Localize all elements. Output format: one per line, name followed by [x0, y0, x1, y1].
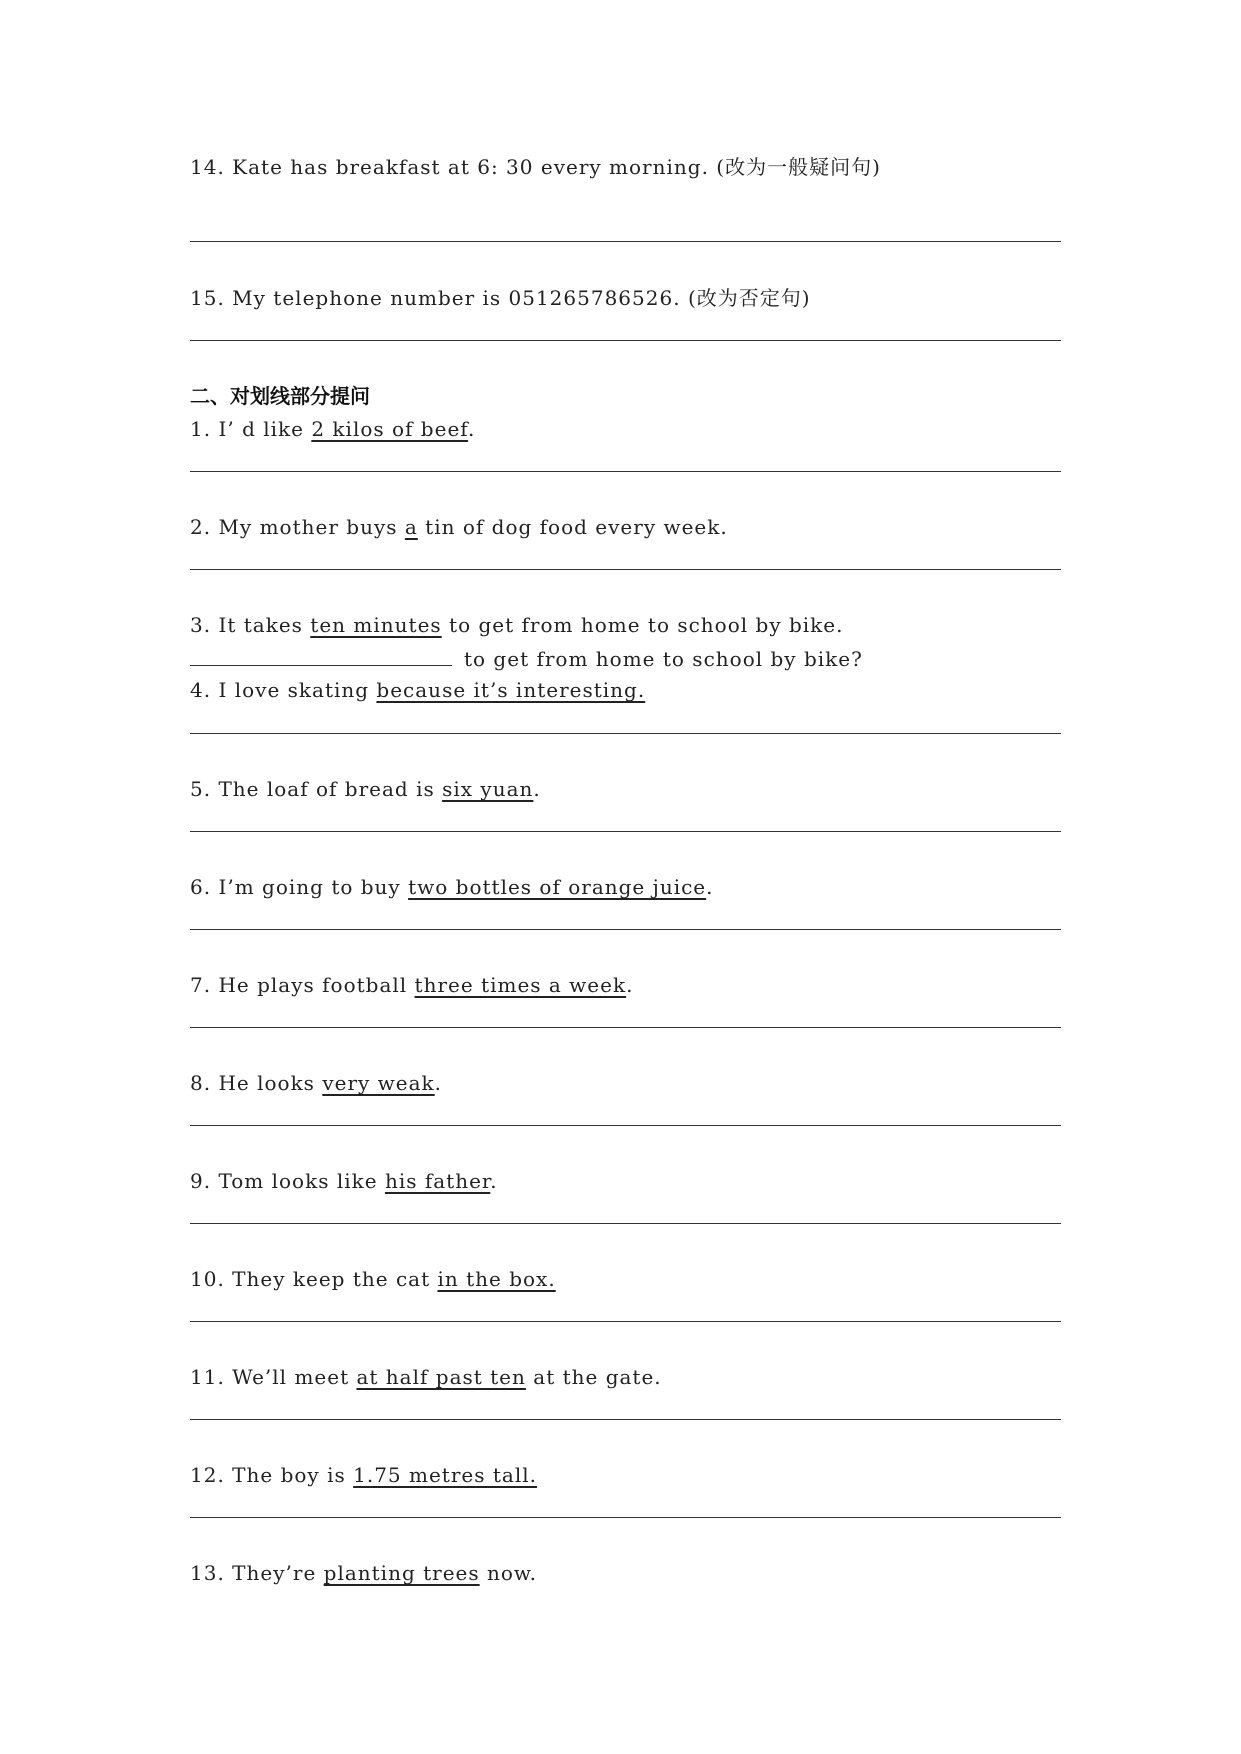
question-7: 7. He plays football three times a week. [190, 973, 634, 997]
answer-line [190, 1223, 1061, 1224]
underlined-phrase: because it’s interesting. [376, 678, 646, 702]
question-10: 10. They keep the cat in the box. [190, 1267, 556, 1291]
underlined-phrase: at half past ten [356, 1365, 526, 1389]
question-12: 12. The boy is 1.75 metres tall. [190, 1463, 537, 1487]
underlined-phrase: six yuan [442, 777, 534, 801]
answer-line [190, 1027, 1061, 1028]
question-1: 1. I’ d like 2 kilos of beef. [190, 417, 476, 441]
underlined-phrase: three times a week [414, 973, 627, 997]
underlined-phrase: 2 kilos of beef [311, 417, 468, 441]
answer-line [190, 1419, 1061, 1420]
answer-line [190, 831, 1061, 832]
question-14: 14. Kate has breakfast at 6: 30 every morning. (改为一般疑问句) [190, 155, 881, 179]
answer-blank [190, 645, 452, 666]
answer-line [190, 1125, 1061, 1126]
question-6: 6. I’m going to buy two bottles of orange juice. [190, 875, 714, 899]
underlined-phrase: planting trees [323, 1561, 480, 1585]
question-4: 4. I love skating because it’s interesting. [190, 678, 646, 702]
answer-line [190, 733, 1061, 734]
answer-line [190, 1321, 1061, 1322]
underlined-phrase: two bottles of orange juice [408, 875, 707, 899]
question-8: 8. He looks very weak. [190, 1071, 443, 1095]
answer-line [190, 1517, 1061, 1518]
question-5: 5. The loaf of bread is six yuan. [190, 777, 541, 801]
question-11: 11. We’ll meet at half past ten at the gate. [190, 1365, 662, 1389]
underlined-phrase: in the box. [437, 1267, 556, 1291]
answer-line [190, 340, 1061, 341]
answer-line [190, 569, 1061, 570]
answer-line [190, 471, 1061, 472]
underlined-phrase: 1.75 metres tall. [353, 1463, 537, 1487]
question-13: 13. They’re planting trees now. [190, 1561, 538, 1585]
answer-line [190, 241, 1061, 242]
underlined-phrase: very weak [322, 1071, 435, 1095]
underlined-phrase: a [404, 515, 418, 539]
underlined-phrase: ten minutes [310, 613, 442, 637]
answer-line [190, 929, 1061, 930]
question-2: 2. My mother buys a tin of dog food every week. [190, 515, 728, 539]
question-3: 3. It takes ten minutes to get from home to school by bike. [190, 613, 844, 637]
question-9: 9. Tom looks like his father. [190, 1169, 498, 1193]
question-3-answer: to get from home to school by bike? [190, 645, 863, 671]
question-15: 15. My telephone number is 051265786526. (改为否定句) [190, 286, 811, 310]
section-title: 二、对划线部分提问 [190, 384, 370, 408]
underlined-phrase: his father [384, 1169, 491, 1193]
